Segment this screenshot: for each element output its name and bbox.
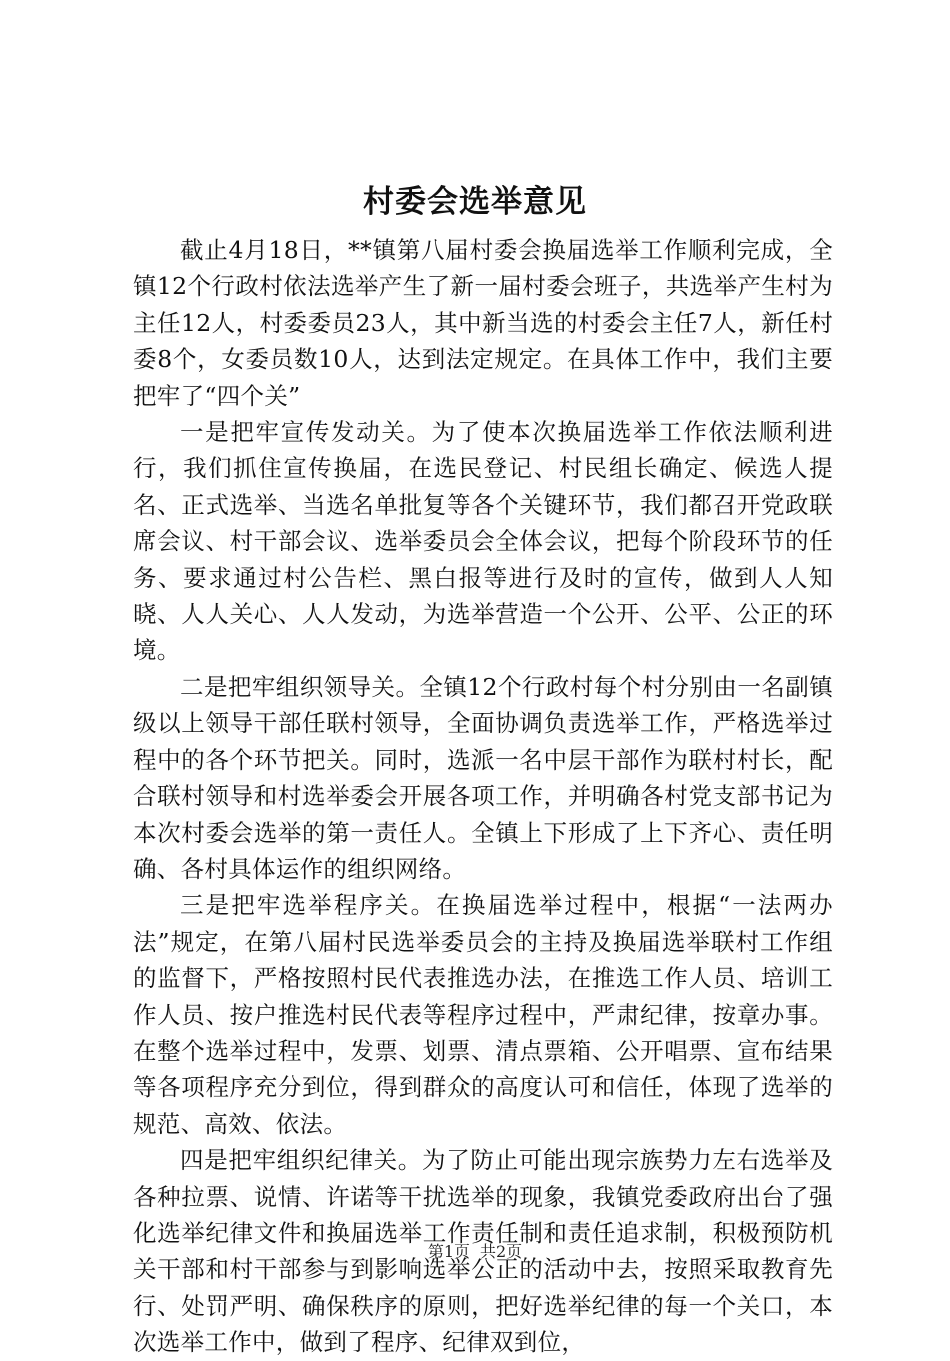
paragraph-intro: 截止4月18日，**镇第八届村委会换届选举工作顺利完成，全镇12个行政村依法选举产生了新一届村委会班子，共选举产生村为主任12人，村委委员23人，其中新当选的村委会主任7人，新任村委8个，女委员数10人，达到法定规定。在具体工作中，我们主要把牢了“四个关” <box>133 236 833 410</box>
page-footer <box>0 1241 950 1263</box>
paragraph-publicity: 一是把牢宣传发动关。为了使本次换届选举工作依法顺利进行，我们抓住宣传换届，在选民登记、村民组长确定、候选人提名、正式选举、当选名单批复等各个关键环节，我们都召开党政联席会议、村干部会议、选举委员会全体会议，把每个阶段环节的任务、要求通过村公告栏、黑白报等进行及时的宣传，做到人人知晓、人人关心、人人发动，为选举营造一个公开、公平、公正的环境。 <box>133 418 833 665</box>
document-title: 村委会选举意见 <box>363 184 587 220</box>
page-total: 共2页 <box>480 1242 523 1261</box>
paragraph-leadership: 二是把牢组织领导关。全镇12个行政村每个村分别由一名副镇级以上领导干部任联村领导，全面协调负责选举工作，严格选举过程中的各个环节把关。同时，选派一名中层干部作为联村村长，配合联村领导和村选举委会开展各项工作，并明确各村党支部书记为本次村委会选举的第一责任人。全镇上下形成了上下齐心、责任明确、各村具体运作的组织网络。 <box>133 672 833 883</box>
paragraph-procedure: 三是把牢选举程序关。在换届选举过程中，根据“一法两办法”规定，在第八届村民选举委员会的主持及换届选举联村工作组的监督下，严格按照村民代表推选办法，在推选工作人员、培训工作人员、按户推选村民代表等程序过程中，严肃纪律，按章办事。在整个选举过程中，发票、划票、清点票箱、公开唱票、宣布结果等各项程序充分到位，得到群众的高度认可和信任，体现了选举的规范、高效、依法。 <box>133 891 833 1138</box>
document-body <box>133 232 833 1361</box>
paragraph-discipline: 四是把牢组织纪律关。为了防止可能出现宗族势力左右选举及各种拉票、说情、许诺等干扰选举的现象，我镇党委政府出台了强化选举纪律文件和换届选举工作责任制和责任追求制，积极预防机关干部和村干部参与到影响选举公正的活动中去，按照采取教育先行、处罚严明、确保秩序的原则，把好选举纪律的每一个关口，本次选举工作中，做到了程序、纪律双到位， <box>133 1146 833 1357</box>
page-number: 第1页 <box>427 1242 470 1261</box>
